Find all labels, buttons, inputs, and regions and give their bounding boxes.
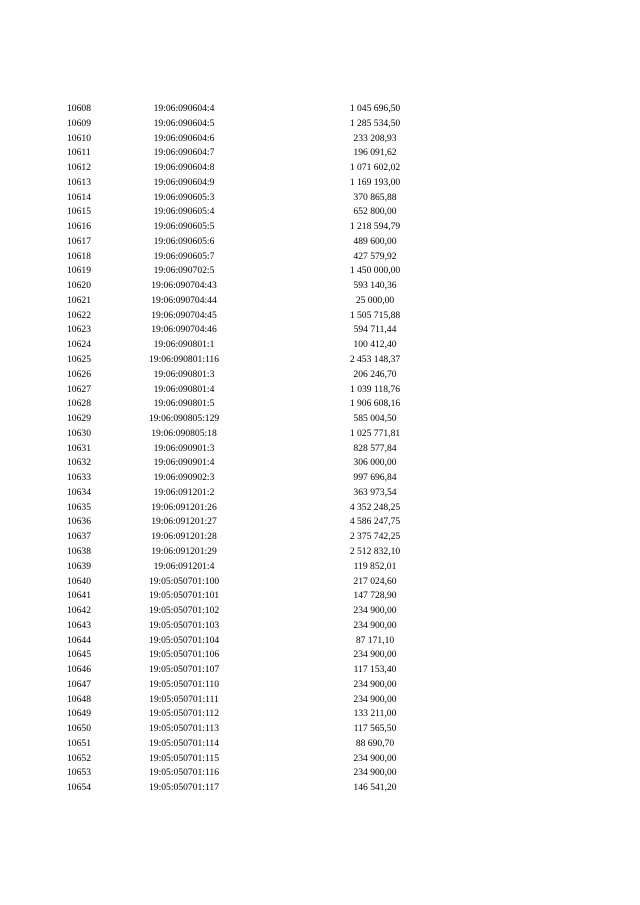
table-row	[0, 412, 640, 427]
cadastral-number: 19:06:090805:18	[151, 427, 217, 439]
cadastral-value: 585 004,50	[353, 413, 397, 425]
row-number: 10610	[67, 132, 91, 144]
cadastral-value: 1 045 696,50	[349, 103, 401, 114]
cadastral-value: 234 900,00	[353, 752, 397, 764]
row-number: 10620	[67, 280, 91, 292]
row-number: 10629	[67, 413, 91, 425]
cadastral-number: 19:05:050701:107	[148, 664, 220, 676]
table-row	[0, 486, 640, 501]
cadastral-number: 19:05:050701:101	[148, 590, 220, 602]
row-number: 10650	[67, 723, 91, 735]
row-number: 10647	[67, 678, 91, 690]
cadastral-value: 363 973,54	[353, 486, 397, 498]
row-number: 10651	[67, 737, 91, 749]
cadastral-number: 19:06:091201:26	[151, 501, 217, 513]
cadastral-value: 87 171,10	[355, 634, 395, 646]
table-row	[0, 501, 640, 516]
row-number: 10619	[67, 265, 91, 277]
cadastral-value: 217 024,60	[353, 575, 397, 587]
row-number: 10631	[67, 442, 91, 454]
cadastral-number: 19:06:090605:7	[153, 250, 215, 262]
row-number: 10623	[67, 324, 91, 336]
cadastral-number: 19:06:090704:43	[151, 280, 217, 292]
table-row	[0, 442, 640, 457]
row-number: 10618	[67, 250, 91, 262]
cadastral-value-table	[0, 102, 640, 796]
cadastral-value: 997 696,84	[353, 472, 397, 484]
row-number: 10627	[67, 383, 91, 395]
cadastral-value: 489 600,00	[353, 235, 397, 247]
cadastral-number: 19:06:091201:28	[151, 531, 217, 543]
table-row	[0, 338, 640, 353]
table-row	[0, 604, 640, 619]
table-row	[0, 309, 640, 324]
cadastral-number: 19:05:050701:103	[148, 619, 220, 631]
table-row	[0, 323, 640, 338]
cadastral-number: 19:05:050701:115	[149, 752, 219, 764]
row-number: 10635	[67, 501, 91, 513]
row-number: 10644	[67, 634, 91, 646]
row-number: 10625	[67, 354, 91, 366]
cadastral-number: 19:06:090604:6	[153, 132, 215, 144]
row-number: 10645	[67, 649, 91, 661]
cadastral-number: 19:06:090604:4	[153, 103, 215, 114]
cadastral-number: 19:06:090902:3	[153, 472, 215, 484]
cadastral-number: 19:06:090604:8	[153, 162, 215, 174]
row-number: 10653	[67, 767, 91, 779]
cadastral-number: 19:05:050701:114	[149, 737, 219, 749]
cadastral-value: 147 728,90	[353, 590, 397, 602]
cadastral-number: 19:06:090702:5	[153, 265, 215, 277]
cadastral-value: 1 169 193,00	[349, 176, 401, 188]
cadastral-number: 19:06:090801:1	[153, 339, 215, 351]
row-number: 10649	[67, 708, 91, 720]
cadastral-value: 1 071 602,02	[349, 162, 401, 174]
table-row	[0, 545, 640, 560]
row-number: 10612	[67, 162, 91, 174]
row-number: 10616	[67, 221, 91, 233]
table-row	[0, 205, 640, 220]
cadastral-number: 19:05:050701:113	[149, 723, 219, 735]
cadastral-number: 19:06:090605:4	[153, 206, 215, 218]
cadastral-value: 1 218 594,79	[349, 221, 401, 233]
table-row	[0, 383, 640, 398]
cadastral-number: 19:06:090704:46	[151, 324, 217, 336]
row-number: 10615	[67, 206, 91, 218]
table-row	[0, 191, 640, 206]
table-row	[0, 397, 640, 412]
cadastral-value: 234 900,00	[353, 693, 397, 705]
cadastral-number: 19:06:091201:27	[151, 516, 217, 528]
cadastral-value: 370 865,88	[353, 191, 397, 203]
cadastral-number: 19:05:050701:112	[149, 708, 219, 720]
cadastral-number: 19:05:050701:117	[149, 782, 219, 794]
cadastral-number: 19:05:050701:111	[149, 693, 219, 705]
cadastral-number: 19:05:050701:106	[148, 649, 220, 661]
table-row	[0, 294, 640, 309]
row-number: 10624	[67, 339, 91, 351]
row-number: 10626	[67, 368, 91, 380]
cadastral-number: 19:06:090604:9	[153, 176, 215, 188]
table-row	[0, 132, 640, 147]
cadastral-value: 593 140,36	[353, 280, 397, 292]
table-row	[0, 264, 640, 279]
row-number: 10614	[67, 191, 91, 203]
cadastral-number: 19:05:050701:110	[149, 678, 219, 690]
cadastral-number: 19:06:090805:129	[148, 413, 220, 425]
cadastral-number: 19:06:090604:7	[153, 147, 215, 159]
table-row	[0, 648, 640, 663]
table-row	[0, 589, 640, 604]
cadastral-number: 19:05:050701:116	[149, 767, 219, 779]
table-row	[0, 560, 640, 575]
row-number: 10642	[67, 605, 91, 617]
table-row	[0, 250, 640, 265]
cadastral-number: 19:06:090704:44	[151, 294, 217, 306]
table-row	[0, 693, 640, 708]
cadastral-value: 234 900,00	[353, 767, 397, 779]
row-number: 10611	[67, 147, 91, 159]
table-row	[0, 707, 640, 722]
table-row	[0, 368, 640, 383]
cadastral-number: 19:06:091201:4	[153, 560, 215, 572]
cadastral-number: 19:06:090801:3	[153, 368, 215, 380]
row-number: 10638	[67, 545, 91, 557]
row-number: 10652	[67, 752, 91, 764]
row-number: 10621	[67, 294, 91, 306]
cadastral-number: 19:06:090801:4	[153, 383, 215, 395]
cadastral-value: 828 577,84	[353, 442, 397, 454]
table-row	[0, 146, 640, 161]
cadastral-number: 19:06:090901:3	[153, 442, 215, 454]
cadastral-value: 1 450 000,00	[349, 265, 401, 277]
row-number: 10632	[67, 457, 91, 469]
cadastral-value: 117 565,50	[353, 723, 397, 735]
cadastral-number: 19:06:090605:6	[153, 235, 215, 247]
cadastral-value: 25 000,00	[355, 294, 395, 306]
table-row	[0, 117, 640, 132]
table-row	[0, 471, 640, 486]
row-number: 10646	[67, 664, 91, 676]
table-row	[0, 220, 640, 235]
cadastral-value: 1 505 715,88	[349, 309, 401, 321]
table-row	[0, 515, 640, 530]
cadastral-value: 1 039 118,76	[349, 383, 401, 395]
table-row	[0, 353, 640, 368]
row-number: 10634	[67, 486, 91, 498]
row-number: 10608	[67, 103, 91, 114]
row-number: 10633	[67, 472, 91, 484]
table-row	[0, 752, 640, 767]
cadastral-value: 146 541,20	[353, 782, 397, 794]
cadastral-number: 19:05:050701:102	[148, 605, 220, 617]
cadastral-number: 19:06:090901:4	[153, 457, 215, 469]
table-row	[0, 176, 640, 191]
row-number: 10654	[67, 782, 91, 794]
row-number: 10643	[67, 619, 91, 631]
cadastral-number: 19:06:090704:45	[151, 309, 217, 321]
cadastral-number: 19:05:050701:104	[148, 634, 220, 646]
table-row	[0, 530, 640, 545]
row-number: 10648	[67, 693, 91, 705]
cadastral-number: 19:06:090605:5	[153, 221, 215, 233]
cadastral-number: 19:05:050701:100	[148, 575, 220, 587]
cadastral-number: 19:06:090605:3	[153, 191, 215, 203]
cadastral-number: 19:06:090801:116	[149, 354, 219, 366]
table-row	[0, 737, 640, 752]
cadastral-value: 234 900,00	[353, 649, 397, 661]
cadastral-number: 19:06:091201:2	[153, 486, 215, 498]
row-number: 10628	[67, 398, 91, 410]
cadastral-value: 196 091,62	[353, 147, 397, 159]
cadastral-value: 234 900,00	[353, 678, 397, 690]
cadastral-value: 1 906 608,16	[349, 398, 401, 410]
cadastral-value: 594 711,44	[353, 324, 397, 336]
cadastral-value: 2 375 742,25	[349, 531, 401, 543]
cadastral-value: 133 211,00	[353, 708, 397, 720]
row-number: 10639	[67, 560, 91, 572]
cadastral-value: 427 579,92	[353, 250, 397, 262]
row-number: 10641	[67, 590, 91, 602]
table-row	[0, 663, 640, 678]
cadastral-value: 100 412,40	[353, 339, 397, 351]
row-number: 10622	[67, 309, 91, 321]
table-row	[0, 427, 640, 442]
table-row	[0, 456, 640, 471]
table-row	[0, 575, 640, 590]
table-row	[0, 781, 640, 796]
table-row	[0, 619, 640, 634]
cadastral-value: 88 690,70	[355, 737, 395, 749]
cadastral-value: 4 586 247,75	[349, 516, 401, 528]
cadastral-number: 19:06:090801:5	[153, 398, 215, 410]
cadastral-value: 2 453 148,37	[349, 354, 401, 366]
row-number: 10609	[67, 117, 91, 129]
table-row	[0, 102, 640, 117]
row-number: 10630	[67, 427, 91, 439]
row-number: 10636	[67, 516, 91, 528]
table-row	[0, 279, 640, 294]
table-row	[0, 766, 640, 781]
row-number: 10613	[67, 176, 91, 188]
row-number: 10617	[67, 235, 91, 247]
cadastral-value: 1 285 534,50	[349, 117, 401, 129]
table-row	[0, 161, 640, 176]
cadastral-number: 19:06:091201:29	[151, 545, 217, 557]
cadastral-value: 306 000,00	[353, 457, 397, 469]
cadastral-value: 234 900,00	[353, 619, 397, 631]
table-row	[0, 678, 640, 693]
table-row	[0, 235, 640, 250]
cadastral-value: 652 800,00	[353, 206, 397, 218]
cadastral-value: 234 900,00	[353, 605, 397, 617]
cadastral-value: 119 852,01	[353, 560, 397, 572]
cadastral-value: 1 025 771,81	[349, 427, 401, 439]
table-row	[0, 634, 640, 649]
row-number: 10640	[67, 575, 91, 587]
cadastral-value: 2 512 832,10	[349, 545, 401, 557]
cadastral-value: 117 153,40	[353, 664, 397, 676]
row-number: 10637	[67, 531, 91, 543]
cadastral-value: 206 246,70	[353, 368, 397, 380]
cadastral-number: 19:06:090604:5	[153, 117, 215, 129]
table-row	[0, 722, 640, 737]
cadastral-value: 4 352 248,25	[349, 501, 401, 513]
cadastral-value: 233 208,93	[353, 132, 397, 144]
